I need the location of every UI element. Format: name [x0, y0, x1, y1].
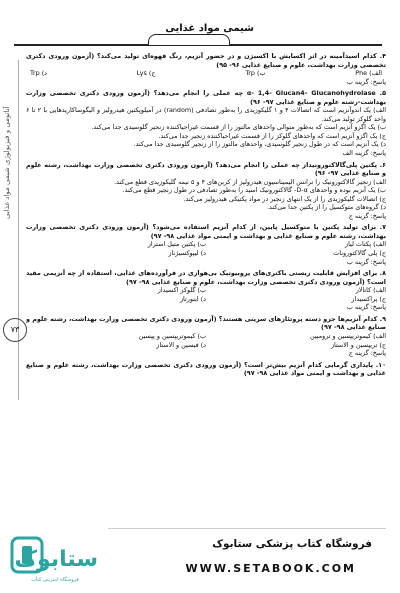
answer-option: ج) تریپسین و الاستاز [330, 340, 386, 349]
answer-option: ب) پکتین متیل استراز [147, 240, 206, 249]
questions-list [26, 52, 386, 524]
header-tab [148, 34, 230, 45]
question-text [26, 89, 386, 106]
logo-tagline: فروشگاه اینترنتی کتاب [31, 577, 79, 583]
answer-key: پاسخ: گزینه الف [342, 149, 386, 158]
question-stem: برای تولید پکتین با متوکسیل پایین، از کدام آنزیم استفاده می‌شود؟ (آزمون ورودی دکتری تخصصی وزارت بهداشت، رشته علوم و صنایع غذایی و بهداشت و ایمنی مواد غذایی ۹۸- ۹۷) [26, 223, 386, 240]
options-group [26, 240, 386, 257]
question-text [26, 315, 386, 332]
question-item [26, 361, 386, 378]
question-item [26, 223, 386, 266]
store-url[interactable]: WWW.SETABOOK.COM [185, 562, 356, 575]
answer-option: د) اینورتاز [179, 294, 206, 303]
question-stem: پکتین پلی‌گالاکتورونیداز چه عملی را انجام می‌دهد؟ (آزمون ورودی دکتری تخصصی وزارت بهداشت، رشته علوم و صنایع غذایی ۹۷- ۹۶) [26, 160, 386, 178]
answer-option: الف) کاتالاز [355, 286, 386, 295]
answer-option: د) فیسین و الاستاز [156, 340, 206, 349]
question-number: ۹. [379, 314, 386, 323]
question-item [26, 315, 386, 358]
answer-key: پاسخ: گزینه ج [348, 349, 386, 358]
question-text [26, 161, 386, 178]
answer-option: ج) یک اگزو آنزیم است که واحدهای گلوکز را از قسمت غیراحیاکننده زنجیر جدا می‌کند. [158, 131, 386, 140]
store-name: فروشگاه کتاب پزشکی ستابوک [212, 538, 372, 550]
options-group [26, 332, 386, 349]
options-group [26, 286, 386, 303]
question-stem: برای افزایش قابلیت زیستی باکتری‌های پروبیوتیک بی‌هوازی در فرآورده‌های غذایی، استفاده از چه آنزیمی مفید است؟ (آزمون ورودی دکتری تخصصی وزارت بهداشت، علوم و صنایع غذایی ۹۸- ۹۷) [26, 269, 386, 286]
question-number: ۸. [379, 269, 386, 278]
answer-option: ب) یک اگزو آنزیم است که به‌طور متوالی واحدهای مالتوز را از قسمت غیراحیاکننده زنجیر گلوسیدی جدا می‌کند. [91, 123, 386, 132]
page-header [0, 14, 400, 44]
question-item [26, 161, 386, 221]
page-footer [0, 528, 400, 593]
question-stem: کدام آنزیم‌ها جزو دسته پروتئازهای سرینی هستند؟ (آزمون ورودی دکتری تخصصی وزارت بهداشت، رشته علوم و صنایع غذایی ۹۸- ۹۷) [26, 314, 386, 332]
answer-key: پاسخ: گزینه ب [346, 303, 386, 312]
answer-option: الف) پکتات لیاز [344, 240, 386, 249]
chapter-title: شیمی مواد غذایی [165, 23, 254, 34]
svg-text:ستابوک: ستابوک [14, 547, 98, 572]
answer-option: ج) پلی گالاکتورونات [333, 249, 386, 258]
options-group [26, 69, 386, 78]
answer-option: ب) گلوکز اکسیداز [157, 286, 206, 295]
page-number: ۷۳ [3, 318, 27, 342]
answer-option: ب) Trp [245, 69, 266, 78]
question-text [26, 361, 386, 378]
question-stem: پایداری گرمایی کدام آنزیم بیش‌تر است؟ (آزمون ورودی دکتری تخصصی وزارت بهداشت، رشته علوم و صنایع غذایی و بهداشت و ایمنی مواد غذایی ۹۸- ۹۷) [26, 360, 386, 378]
answer-option: ب) یک آنزیم بوده و واحدهای D-α- گالاکتورونیک اسید را به‌طور تصادفی در طول زنجیر قطع می‌کند. [122, 186, 386, 195]
answer-key: پاسخ: گزینه ب [346, 257, 386, 266]
answer-key: پاسخ: گزینه ب [346, 77, 386, 86]
answer-option: د) Trp [30, 69, 48, 78]
question-number: ۵. [379, 89, 386, 98]
question-stem: کدام اسیدآمینه در اثر اکسایش با اکسیژن و در حضور آنزیم، رنگ قهوه‌ای تولید می‌کند؟ (آزمون ورودی دکتری تخصصی وزارت بهداشت، علوم و صنایع غذایی ۹۶- ۹۵) [26, 52, 386, 69]
side-book-label: آناتومی و فیزیولوژی شیمی مواد غذایی [3, 106, 11, 220]
answer-option: د) لیپوکسیژناز [168, 249, 206, 258]
options-group [26, 178, 386, 212]
question-number: ۶. [379, 160, 386, 169]
question-stem: α- 1,4- Glucan4- Glucanohydrolase چه عملی را انجام می‌دهد؟ (آزمون ورودی دکتری تخصصی وزارت بهداشت-رشته علوم و صنایع غذایی ۹۷- ۹۶) [26, 89, 386, 106]
question-number: ۷. [379, 223, 386, 232]
answer-option: ج) Lys [136, 69, 156, 78]
answer-option: د) گروه‌های متوکسیل را از پکتین جدا می‌کند. [267, 203, 386, 212]
question-item [26, 269, 386, 312]
question-number: ۱۰. [375, 360, 386, 369]
answer-key: پاسخ: گزینه ج [348, 211, 386, 220]
answer-option: الف) کیموتریپسین و ترومبین [309, 331, 386, 340]
answer-option: د) یک آنزیم است که در طول زنجیر گلوسیدی، واحدهای مالتوز را از زنجیر گلوسیدی جدا می‌کند. [133, 140, 386, 149]
answer-option: الف) یک اندوآنزیم است که اتصالات ۴ و ۱ گلیکوزیدی را به‌طور تصادفی (random) در آمیلوپکتین هیدرولیز و الیگوساکاریدهایی با ۲ تا ۶ واحد گلوکز تولید می‌کند. [26, 106, 386, 123]
side-rule [18, 60, 19, 400]
options-group [26, 106, 386, 149]
question-item [26, 52, 386, 86]
answer-option: الف) زنجیر گالاکتورونیک را ترانس الیمیناسیون هیدرولیز از کربن‌های ۴ و ۵ نیمه گلیکوزیدی قطع می‌کند. [114, 177, 386, 186]
question-item [26, 89, 386, 157]
question-number: ۴. [379, 52, 386, 60]
answer-option: ب) کیموتریپسین و پپسین [138, 331, 206, 340]
answer-option: الف) Phe [355, 69, 382, 78]
question-text [26, 269, 386, 286]
question-text [26, 223, 386, 240]
answer-option: ج) اتصالات گلیکوزیدی را از یک انتهای زنجیر در مواد پکتیکی هیدرولیز می‌کند. [183, 194, 386, 203]
footer-rule [108, 528, 386, 529]
question-text [26, 52, 386, 69]
answer-option: ج) پراکسیداز [351, 294, 386, 303]
